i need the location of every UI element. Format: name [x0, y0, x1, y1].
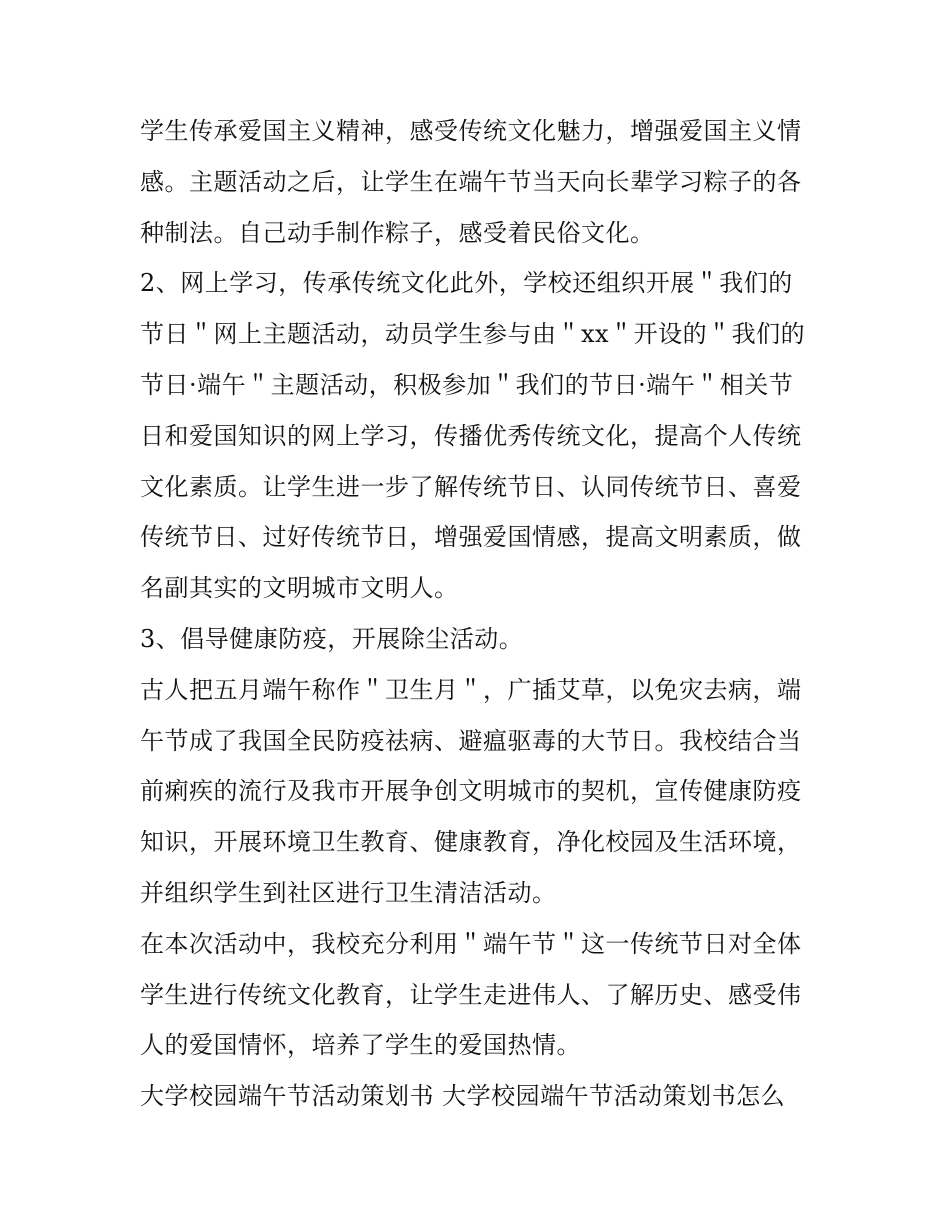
text-line: 学生传承爱国主义精神，感受传统文化魅力，增强爱国主义情 — [140, 117, 802, 145]
text-line: 2、网上学习，传承传统文化此外，学校还组织开展＂我们的 — [140, 269, 793, 298]
text-line: 前痢疾的流行及我市开展争创文明城市的契机，宣传健康防疫 — [140, 777, 802, 806]
text-line: 节日＂网上主题活动，动员学生参与由＂xx＂开设的＂我们的 — [140, 320, 806, 349]
text-line: 在本次活动中，我校充分利用＂端午节＂这一传统节日对全体 — [140, 929, 802, 958]
text-line: 名副其实的文明城市文明人。 — [140, 574, 459, 603]
text-line: 种制法。自己动手制作粽子，感受着民俗文化。 — [140, 218, 655, 247]
text-line: 大学校园端午节活动策划书 大学校园端午节活动策划书怎么 — [140, 1082, 786, 1111]
text-line: 知识，开展环境卫生教育、健康教育，净化校园及生活环境， — [140, 828, 802, 857]
text-line: 文化素质。让学生进一步了解传统节日、认同传统节日、喜爱 — [140, 472, 802, 501]
text-line: 人的爱国情怀，培养了学生的爱国热情。 — [140, 1031, 581, 1060]
text-line: 日和爱国知识的网上学习，传播优秀传统文化，提高个人传统 — [140, 421, 802, 450]
text-line: 并组织学生到社区进行卫生清洁活动。 — [140, 878, 557, 907]
text-line: 古人把五月端午称作＂卫生月＂，广插艾草，以免灾去病，端 — [140, 675, 802, 704]
text-line: 午节成了我国全民防疫祛病、避瘟驱毒的大节日。我校结合当 — [140, 726, 802, 755]
document-body — [140, 106, 812, 1122]
text-line: 3、倡导健康防疫，开展除尘活动。 — [140, 624, 524, 653]
text-line: 传统节日、过好传统节日，增强爱国情感，提高文明素质，做 — [140, 523, 802, 552]
text-line: 感。主题活动之后，让学生在端午节当天向长辈学习粽子的各 — [140, 167, 802, 196]
text-line: 节日·端午＂主题活动，积极参加＂我们的节日·端午＂相关节 — [140, 370, 794, 399]
text-line: 学生进行传统文化教育，让学生走进伟人、了解历史、感受伟 — [140, 980, 802, 1009]
